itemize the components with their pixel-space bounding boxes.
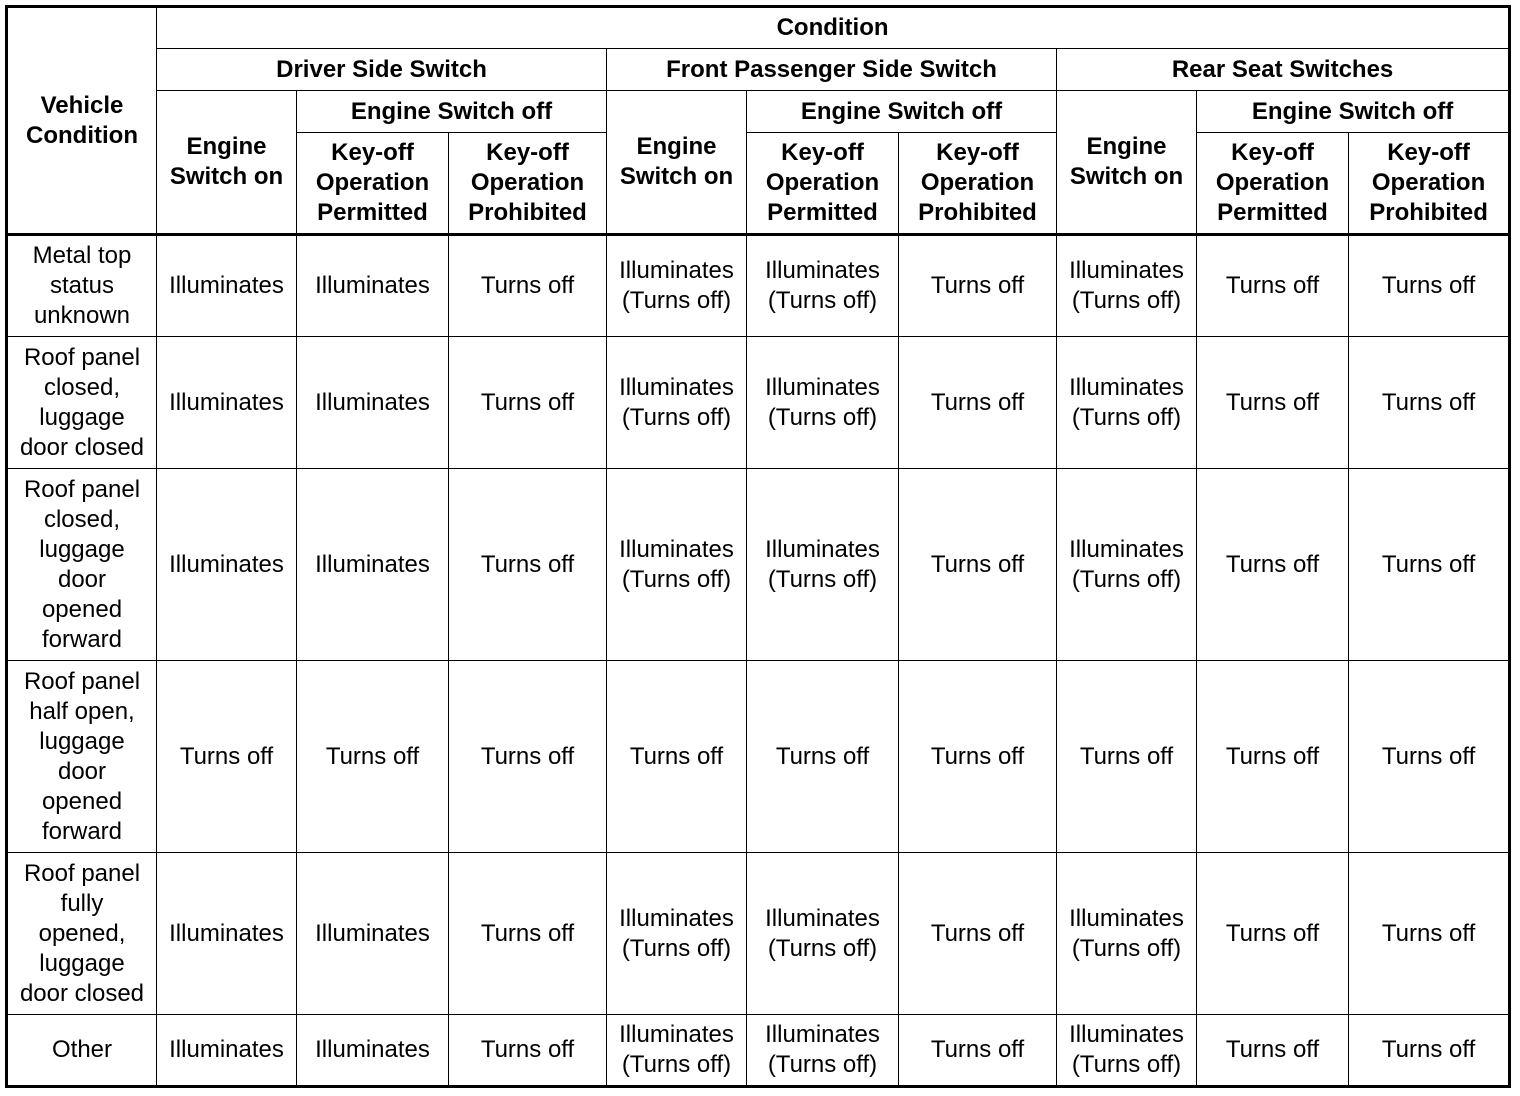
cell-text-line: Illuminates [169,388,284,416]
status-cell [297,235,449,337]
cell-text-line: Turns off [480,742,575,770]
group-header: Front Passenger Side Switch [607,49,1057,91]
status-cell [297,853,449,1015]
cell-text-line: Operation [315,169,430,196]
vehicle-condition-cell [7,469,157,661]
cell-text-line: (Turns off) [767,403,878,431]
status-cell [607,469,747,661]
vehicle-condition-header [7,7,157,235]
cell-text-line: Illuminates [1069,904,1184,932]
cell-text-line: Prohibited [468,199,587,226]
table-row [7,469,1510,661]
engine-switch-off-header: Engine Switch off [1197,91,1510,133]
table-row [7,853,1510,1015]
vehicle-condition-cell [7,1015,157,1087]
cell-text-line: Turns off [1225,1036,1320,1063]
status-cell [449,469,607,661]
cell-text-line: Illuminates [169,1036,284,1063]
status-cell [607,853,747,1015]
cell-text-line: Illuminates [315,272,430,299]
cell-text-line: Prohibited [918,199,1037,226]
status-cell [449,337,607,469]
cell-text-line: Turns off [930,919,1025,947]
cell-text-line: Illuminates [315,550,430,578]
table-body [7,235,1510,1087]
cell-text-line: Roof panel [23,343,141,371]
cell-text-line: Turns off [1225,550,1320,578]
cell-text-line: Turns off [1381,272,1476,299]
table-row [7,661,1510,853]
cell-text-line: Turns off [325,742,420,770]
table-row [7,1015,1510,1087]
cell-text-line: Illuminates [619,904,734,932]
vehicle-condition-cell [7,235,157,337]
cell-text-line: Illuminates [765,373,880,401]
status-cell [1057,1015,1197,1087]
cell-text-line: opened, [38,919,126,947]
status-cell [157,235,297,337]
cell-text-line: Switch on [169,163,284,190]
key-off-prohibited-header [899,133,1057,235]
cell-text-line: Turns off [179,742,274,770]
status-cell [449,1015,607,1087]
cell-text-line: Turns off [1381,1036,1476,1063]
status-cell [1349,337,1510,469]
cell-text-line: Engine [186,133,267,160]
cell-text-line: Turns off [930,550,1025,578]
cell-text-line: Key-off [781,139,864,166]
cell-text-line: Roof panel [23,859,141,887]
cell-text-line: (Turns off) [621,934,732,962]
cell-text-line: Vehicle [40,91,124,119]
engine-switch-on-header [1057,91,1197,235]
cell-text-line: Turns off [1381,388,1476,416]
cell-text-line: Turns off [1381,919,1476,947]
cell-text-line: Turns off [480,550,575,578]
cell-text-line: door closed [19,433,145,461]
status-cell [1057,853,1197,1015]
cell-text-line: Illuminates [1069,1021,1184,1048]
status-cell [1197,1015,1349,1087]
cell-text-line: Turns off [1381,742,1476,770]
cell-text-line: Turns off [1225,742,1320,770]
status-cell [1197,469,1349,661]
cell-text-line: Roof panel [23,475,141,503]
engine-switch-on-header [157,91,297,235]
cell-text-line: Condition [26,121,138,149]
switch-illumination-table [5,5,1511,1088]
status-cell [747,853,899,1015]
cell-text-line: (Turns off) [1071,934,1182,962]
status-cell [899,661,1057,853]
status-cell [1197,235,1349,337]
cell-text-line: Turns off [1225,919,1320,947]
vehicle-condition-cell [7,337,157,469]
cell-text-line: Switch on [1069,163,1184,190]
cell-text-line: Operation [765,169,880,196]
cell-text-line: (Turns off) [621,403,732,431]
vehicle-condition-cell [7,853,157,1015]
cell-text-line: Roof panel [23,667,141,695]
status-cell [899,469,1057,661]
cell-text-line: Turns off [1225,388,1320,416]
engine-switch-off-header: Engine Switch off [297,91,607,133]
cell-text-line: Key-off [936,139,1019,166]
cell-text-line: Illuminates [1069,373,1184,401]
engine-switch-on-header [607,91,747,235]
cell-text-line: luggage [39,727,125,755]
cell-text-line: luggage [39,403,125,431]
group-header: Rear Seat Switches [1057,49,1510,91]
cell-text-line: Illuminates [169,550,284,578]
cell-text-line: Turns off [629,742,724,770]
cell-text-line: Operation [1215,169,1330,196]
status-cell [607,337,747,469]
cell-text-line: Turns off [1381,550,1476,578]
cell-text-line: Permitted [317,199,428,226]
cell-text-line: (Turns off) [1071,403,1182,431]
cell-text-line: (Turns off) [621,1051,732,1078]
status-cell [1349,853,1510,1015]
cell-text-line: luggage [39,949,125,977]
status-cell [899,235,1057,337]
cell-text-line: Illuminates [765,1021,880,1048]
status-cell [297,469,449,661]
cell-text-line: Permitted [767,199,878,226]
key-off-permitted-header [747,133,899,235]
status-cell [1197,337,1349,469]
cell-text-line: Engine [636,133,717,160]
cell-text-line: Illuminates [765,904,880,932]
status-cell [747,1015,899,1087]
key-off-permitted-header [297,133,449,235]
cell-text-line: Turns off [930,272,1025,299]
cell-text-line: Key-off [1231,139,1314,166]
cell-text-line: Other [51,1036,113,1063]
status-cell [747,337,899,469]
cell-text-line: closed, [43,373,121,401]
cell-text-line: Operation [920,169,1035,196]
cell-text-line: Turns off [930,1036,1025,1063]
cell-text-line: Key-off [331,139,414,166]
status-cell [157,1015,297,1087]
cell-text-line: Illuminates [315,1036,430,1063]
cell-text-line: Turns off [480,1036,575,1063]
status-cell [1349,235,1510,337]
status-cell [157,469,297,661]
cell-text-line: Illuminates [315,388,430,416]
cell-text-line: Illuminates [1069,257,1184,284]
key-off-prohibited-header [449,133,607,235]
cell-text-line: closed, [43,505,121,533]
status-cell [449,853,607,1015]
cell-text-line: (Turns off) [621,287,732,314]
vehicle-condition-cell [7,661,157,853]
cell-text-line: Metal top [32,242,132,269]
cell-text-line: Operation [470,169,585,196]
status-cell [157,661,297,853]
cell-text-line: (Turns off) [621,565,732,593]
cell-text-line: Key-off [1387,139,1470,166]
status-cell [1057,469,1197,661]
cell-text-line: Illuminates [765,257,880,284]
status-cell [1057,661,1197,853]
engine-switch-off-header: Engine Switch off [747,91,1057,133]
cell-text-line: half open, [29,697,135,725]
cell-text-line: (Turns off) [767,1051,878,1078]
table-row [7,235,1510,337]
key-off-prohibited-header [1349,133,1510,235]
cell-text-line: Turns off [480,919,575,947]
condition-header: Condition [157,7,1510,49]
cell-text-line: Illuminates [619,257,734,284]
table-header [7,7,1510,235]
cell-text-line: forward [41,817,123,845]
status-cell [607,235,747,337]
status-cell [157,337,297,469]
cell-text-line: Turns off [930,742,1025,770]
header-row [7,49,1510,91]
cell-text-line: door [57,757,107,785]
cell-text-line: luggage [39,535,125,563]
status-cell [449,235,607,337]
cell-text-line: Turns off [930,388,1025,416]
table-row [7,337,1510,469]
cell-text-line: Illuminates [169,272,284,299]
cell-text-line: (Turns off) [1071,287,1182,314]
header-row [7,7,1510,49]
cell-text-line: unknown [33,302,131,329]
header-row [7,91,1510,133]
cell-text-line: Illuminates [619,535,734,563]
cell-text-line: Turns off [1079,742,1174,770]
status-cell [1349,661,1510,853]
cell-text-line: (Turns off) [767,287,878,314]
cell-text-line: Turns off [480,272,575,299]
status-cell [607,661,747,853]
cell-text-line: Turns off [775,742,870,770]
status-cell [297,1015,449,1087]
status-cell [899,337,1057,469]
cell-text-line: opened [41,595,123,623]
cell-text-line: Illuminates [315,919,430,947]
status-cell [747,661,899,853]
cell-text-line: Switch on [619,163,734,190]
cell-text-line: door [57,565,107,593]
cell-text-line: opened [41,787,123,815]
status-cell [1349,1015,1510,1087]
cell-text-line: Key-off [486,139,569,166]
cell-text-line: (Turns off) [1071,1051,1182,1078]
status-cell [297,661,449,853]
cell-text-line: Illuminates [1069,535,1184,563]
status-cell [747,235,899,337]
cell-text-line: Illuminates [619,1021,734,1048]
status-cell [1057,235,1197,337]
cell-text-line: (Turns off) [767,934,878,962]
cell-text-line: Turns off [1225,272,1320,299]
cell-text-line: status [49,272,115,299]
status-cell [449,661,607,853]
status-cell [747,469,899,661]
cell-text-line: Engine [1086,133,1167,160]
cell-text-line: Operation [1371,169,1486,196]
cell-text-line: Illuminates [765,535,880,563]
cell-text-line: door closed [19,979,145,1007]
status-cell [1349,469,1510,661]
cell-text-line: (Turns off) [1071,565,1182,593]
cell-text-line: fully [60,889,104,917]
status-cell [899,1015,1057,1087]
cell-text-line: forward [41,625,123,653]
status-cell [1197,661,1349,853]
table-container [5,5,1511,1088]
status-cell [157,853,297,1015]
status-cell [297,337,449,469]
status-cell [899,853,1057,1015]
cell-text-line: Prohibited [1369,199,1488,226]
status-cell [1057,337,1197,469]
cell-text-line: Permitted [1217,199,1328,226]
status-cell [1197,853,1349,1015]
status-cell [607,1015,747,1087]
cell-text-line: Turns off [480,388,575,416]
group-header: Driver Side Switch [157,49,607,91]
cell-text-line: Illuminates [169,919,284,947]
cell-text-line: (Turns off) [767,565,878,593]
key-off-permitted-header [1197,133,1349,235]
cell-text-line: Illuminates [619,373,734,401]
